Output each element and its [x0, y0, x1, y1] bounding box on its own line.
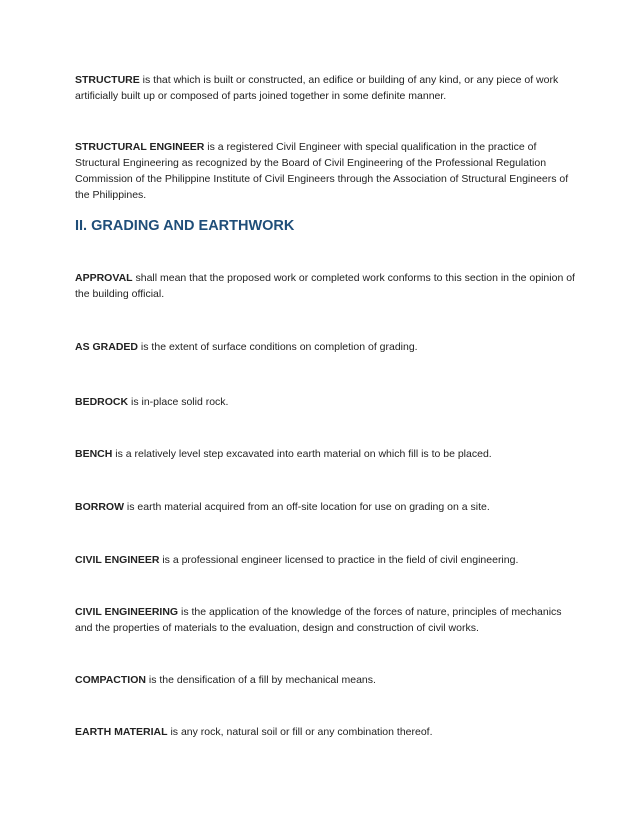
definition-text: is the densification of a fill by mechanical means. [145, 674, 376, 686]
definition-text: is a relatively level step excavated into earth material on which fill is to be placed. [112, 448, 492, 460]
definition-term: COMPACTION [75, 674, 146, 686]
definition-compaction [75, 672, 575, 688]
definition-text: is a professional engineer licensed to practice in the field of civil engineering. [159, 554, 519, 566]
definition-earth-material [75, 724, 575, 740]
definition-civil-engineer [75, 552, 575, 568]
definition-term: AS GRADED [75, 341, 139, 353]
definition-borrow [75, 499, 575, 515]
definition-term: BEDROCK [75, 396, 129, 408]
definition-term: CIVIL ENGINEERING [75, 606, 179, 618]
definition-term: BORROW [75, 501, 124, 513]
definition-bench [75, 446, 575, 462]
definition-term: STRUCTURE [75, 74, 140, 86]
definition-text: is any rock, natural soil or fill or any combination thereof. [167, 726, 433, 738]
definition-structure [75, 72, 575, 104]
definition-term: CIVIL ENGINEER [75, 554, 160, 566]
section-heading: II. GRADING AND EARTHWORK [75, 218, 295, 234]
definition-text: shall mean that the proposed work or completed work conforms to this section in the opinion of the building official. [75, 272, 575, 300]
definition-approval [75, 270, 575, 302]
definition-text: is earth material acquired from an off-site location for use on grading on a site. [124, 501, 490, 513]
definition-civil-engineering [75, 604, 575, 636]
definition-as-graded [75, 339, 575, 355]
definition-text: is a registered Civil Engineer with special qualification in the practice of Structural Engineering as recognized by the Board of Civil Engineering of the Professional Regulation Commission of the Philippine Institute of Civil Engineers through the Association of Structural Engineers of the Philippines. [75, 141, 569, 201]
definition-term: APPROVAL [75, 272, 133, 284]
definition-bedrock [75, 394, 575, 410]
definition-structural-engineer [75, 139, 575, 203]
definition-term: EARTH MATERIAL [75, 726, 168, 738]
definition-text: is the extent of surface conditions on completion of grading. [138, 341, 418, 353]
definition-term: STRUCTURAL ENGINEER [75, 141, 205, 153]
definition-text: is in-place solid rock. [128, 396, 229, 408]
definition-text: is the application of the knowledge of the forces of nature, principles of mechanics and the properties of materials to the evaluation, design and construction of civil works. [75, 606, 562, 634]
definition-text: is that which is built or constructed, an edifice or building of any kind, or any piece of work artificially built up or composed of parts joined together in some definite manner. [75, 74, 559, 102]
definition-term: BENCH [75, 448, 113, 460]
